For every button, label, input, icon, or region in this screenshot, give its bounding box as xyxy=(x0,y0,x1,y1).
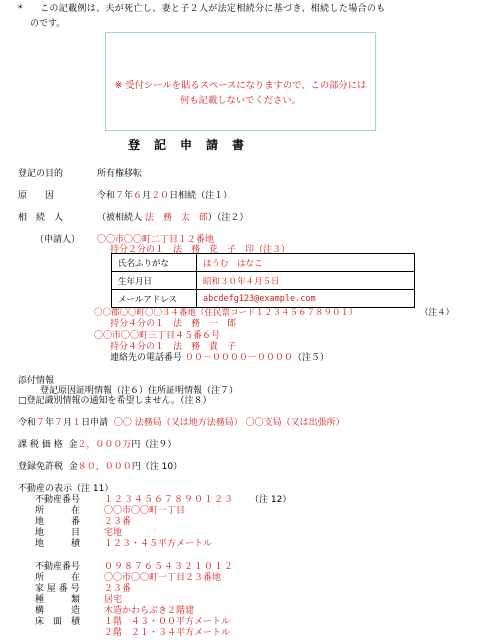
building-floor-area-1: １階 ４３・００平方メートル xyxy=(104,617,231,627)
cause-month-unit: 月 xyxy=(142,191,152,201)
filing-day-unit: 日申請 xyxy=(81,418,109,428)
applicant-2-note: （注４） xyxy=(420,308,455,318)
furigana-label: 氏名ふりがな xyxy=(112,254,197,272)
cause-month: ６ xyxy=(133,191,143,201)
cause-day-unit: 日相続（注１） xyxy=(169,191,233,201)
land-area-label: 地 積 xyxy=(35,539,81,549)
cause-label: 原 因 xyxy=(18,191,55,201)
building-house-number-value: ２３番 xyxy=(104,584,132,594)
building-location-value: 〇〇市〇〇町一丁目２３番地 xyxy=(104,573,222,583)
note-line-2: のです。 xyxy=(30,19,66,29)
phone-label: 連絡先の電話番号 xyxy=(110,353,183,363)
phone-line xyxy=(110,354,329,363)
cause-era: 令和 xyxy=(97,191,116,201)
page-title: 登記申請書 xyxy=(128,138,259,152)
building-type-label: 種 類 xyxy=(35,595,81,605)
email-value: abcdefg123@example.com xyxy=(197,290,415,308)
applicant-2-share: 持分４分の１ 法 務 一 郎 xyxy=(110,319,237,329)
land-category-value: 宅地 xyxy=(104,528,123,538)
filing-year-unit: 年 xyxy=(45,418,55,428)
phone-note: （注５） xyxy=(292,353,329,363)
applicant-2-address: 〇〇郡〇〇町〇〇３４番地（住民票コード１２３４５６７８９０１） xyxy=(94,308,358,318)
attachments-line: 登記原因証明情報（注６）住所証明情報（注７） xyxy=(40,386,239,396)
cause-date xyxy=(97,192,232,201)
building-floor-area-2: ２階 ２１・３４平方メートル xyxy=(104,628,231,638)
receipt-sticker-box xyxy=(105,32,376,131)
receipt-instruction-line-2: 何も記載しないでください。 xyxy=(180,95,301,106)
filing-month-unit: 月 xyxy=(63,418,73,428)
filing-branch: 〇〇支局（又は出張所） xyxy=(245,418,345,428)
land-lot-label: 地 番 xyxy=(35,517,81,527)
tax-base-suffix: 円（注９） xyxy=(131,440,177,450)
filing-office-alt: （又は地方法務局） xyxy=(161,418,243,428)
birthdate-value: 昭和３０年４月５日 xyxy=(197,272,415,290)
cause-day: ２０ xyxy=(151,191,170,201)
cause-year: ７ xyxy=(115,191,125,201)
land-location-value: 〇〇市〇〇町一丁目 xyxy=(104,506,186,516)
applicant-1-info-table xyxy=(111,253,415,308)
license-tax-amount: ８０，０００ xyxy=(77,462,132,472)
land-category-label: 地 目 xyxy=(35,528,81,538)
land-location-label: 所 在 xyxy=(35,506,81,516)
license-tax-label: 登録免許税 xyxy=(18,462,64,472)
building-house-number-label: 家 屋 番 号 xyxy=(35,584,80,594)
birthdate-label: 生年月日 xyxy=(112,272,197,290)
email-label: メールアドレス xyxy=(112,290,197,308)
applicant-3-address: 〇〇市〇〇町三丁目４５番６号 xyxy=(94,331,221,341)
filing-office: 〇〇 法務局 xyxy=(113,418,162,428)
building-number-value: ０９８７６５４３２１０１２ xyxy=(104,562,235,572)
applicant-1-share-text: 持分２分の１ 法 務 花 子 印（注３） xyxy=(110,245,291,255)
filing-month: ７ xyxy=(54,418,64,428)
decedent-prefix: （被相続人 xyxy=(97,213,143,223)
license-tax-suffix: 円（注 10） xyxy=(131,462,183,472)
phone-value: ００－００００－００００ xyxy=(184,353,293,363)
license-tax-prefix: 金 xyxy=(68,462,78,472)
no-notification-checkbox-line: □登記識別情報の通知を希望しません。（注８） xyxy=(18,396,212,406)
land-number-label: 不動産番号 xyxy=(35,495,81,505)
tax-base-line xyxy=(18,441,176,450)
applicant-1-address: 〇〇市〇〇町二丁目１２番地 xyxy=(97,235,215,245)
applicant-3-share: 持分４分の１ 法 務 貴 子 xyxy=(110,342,237,352)
license-tax-line xyxy=(18,463,182,472)
decedent-suffix: ）（注２） xyxy=(207,213,249,223)
land-number-value: １２３４５６７８９０１２３ xyxy=(104,495,235,505)
table-row xyxy=(112,290,415,308)
building-floor-area-label: 床 面 積 xyxy=(35,617,81,627)
land-number-note: （注 12） xyxy=(250,495,292,505)
purpose-value: 所有権移転 xyxy=(97,169,143,179)
property-label: 不動産の表示（注 11） xyxy=(18,484,114,494)
attachments-label: 添付情報 xyxy=(18,376,55,386)
tax-base-prefix: 金 xyxy=(68,440,78,450)
cause-year-unit: 年 xyxy=(124,191,134,201)
note-line-1: この記載例は、夫が死亡し、妻と子２人が法定相続分に基づき、相続した場合のも xyxy=(40,4,386,14)
filing-day: １ xyxy=(72,418,82,428)
heir-label: 相 続 人 xyxy=(18,213,64,223)
land-lot-value: ２３番 xyxy=(104,517,132,527)
tax-base-amount: ２，０００万 xyxy=(77,440,132,450)
building-structure-label: 構 造 xyxy=(35,606,81,616)
filing-year: ７ xyxy=(36,418,46,428)
furigana-value: ほうむ はなこ xyxy=(197,254,415,272)
tax-base-label: 課 税 価 格 xyxy=(18,440,63,450)
note-star: * xyxy=(18,4,23,14)
table-row xyxy=(112,254,415,272)
decedent xyxy=(97,214,248,223)
building-number-label: 不動産番号 xyxy=(35,562,81,572)
land-area-value: １２３・４５平方メートル xyxy=(104,539,213,549)
applicant-label: （申請人） xyxy=(35,235,81,245)
building-structure-value: 木造かわらぶき２階建 xyxy=(104,606,195,616)
building-location-label: 所 在 xyxy=(35,573,81,583)
purpose-label: 登記の目的 xyxy=(18,169,64,179)
receipt-instruction-line-1: ※ 受付シールを貼るスペースになりますので、この部分には xyxy=(114,80,367,91)
decedent-name: 法 務 太 郎 xyxy=(144,213,208,223)
table-row xyxy=(112,272,415,290)
filing-line xyxy=(18,419,345,428)
filing-era: 令和 xyxy=(18,418,37,428)
building-type-value: 居宅 xyxy=(104,595,123,605)
